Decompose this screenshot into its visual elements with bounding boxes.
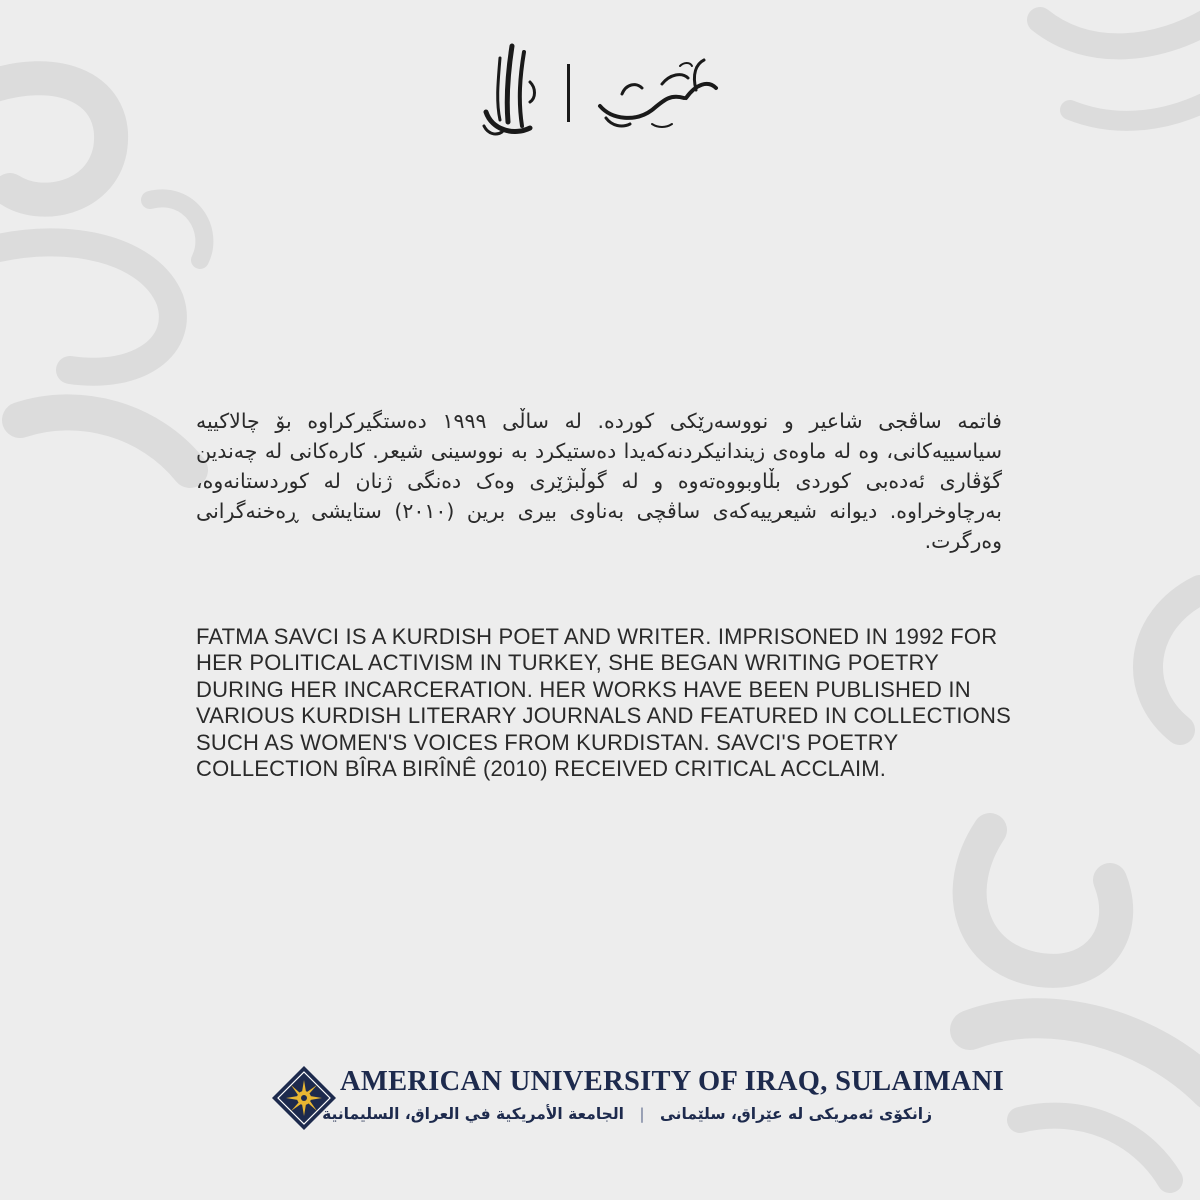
name-separator: |: [639, 1105, 645, 1123]
university-footer: [270, 1064, 1005, 1144]
university-name: AMERICAN UNIVERSITY OF IRAQ, SULAIMANI: [340, 1066, 1005, 1097]
university-arabic-name: الجامعة الأمريكية في العراق، السليمانية: [322, 1105, 624, 1123]
university-native-names: [322, 1105, 932, 1123]
alef-lam-calligraphy-icon: [478, 42, 540, 142]
english-biography-paragraph: FATMA SAVCI IS A KURDISH POET AND WRITER. IMPRISONED IN 1992 FOR HER POLITICAL ACTIVISM IN TURKEY, SHE BEGAN WRITING POETRY DURING HER INCARCERATION. HER WORKS HAVE BEEN PUBLISHED IN VARIOUS KURDISH LITERARY JOURNALS AND FEATURED IN COLLECTIONS SUCH AS WOMEN'S VOICES FROM KURDISTAN. SAVCI'S POETRY COLLECTION BÎRA BIRÎNÊ (2010) RECEIVED CRITICAL ACCLAIM.: [196, 624, 1011, 782]
logo-divider: [567, 64, 570, 122]
university-kurdish-name: زانکۆی ئەمریکی لە عێراق، سلێمانی: [660, 1105, 932, 1123]
header-logos: [0, 42, 1200, 142]
kurdish-diwan-calligraphy-icon: [592, 54, 720, 132]
kurdish-biography-paragraph: فاتمە ساڤجی شاعیر و نووسەرێکی کوردە. لە ساڵی ١٩٩٩ دەستگیرکراوە بۆ چالاکییە سیاسییەکانی، وە لە ماوەی زیندانیکردنەکەیدا دەستیکرد بە نووسینی شیعر. کارەکانی لە چەندین گۆڤاری ئەدەبی کوردی بڵاوبووەتەوە و لە گوڵبژێری وەک دەنگی ژنان لە کوردستانەوە، بەرچاوخراوە. دیوانە شیعرییەکەی ساڤچی بەناوی بیری برین (٢٠١٠) ستایشی ڕەخنەگرانی وەرگرت.: [196, 409, 1002, 553]
